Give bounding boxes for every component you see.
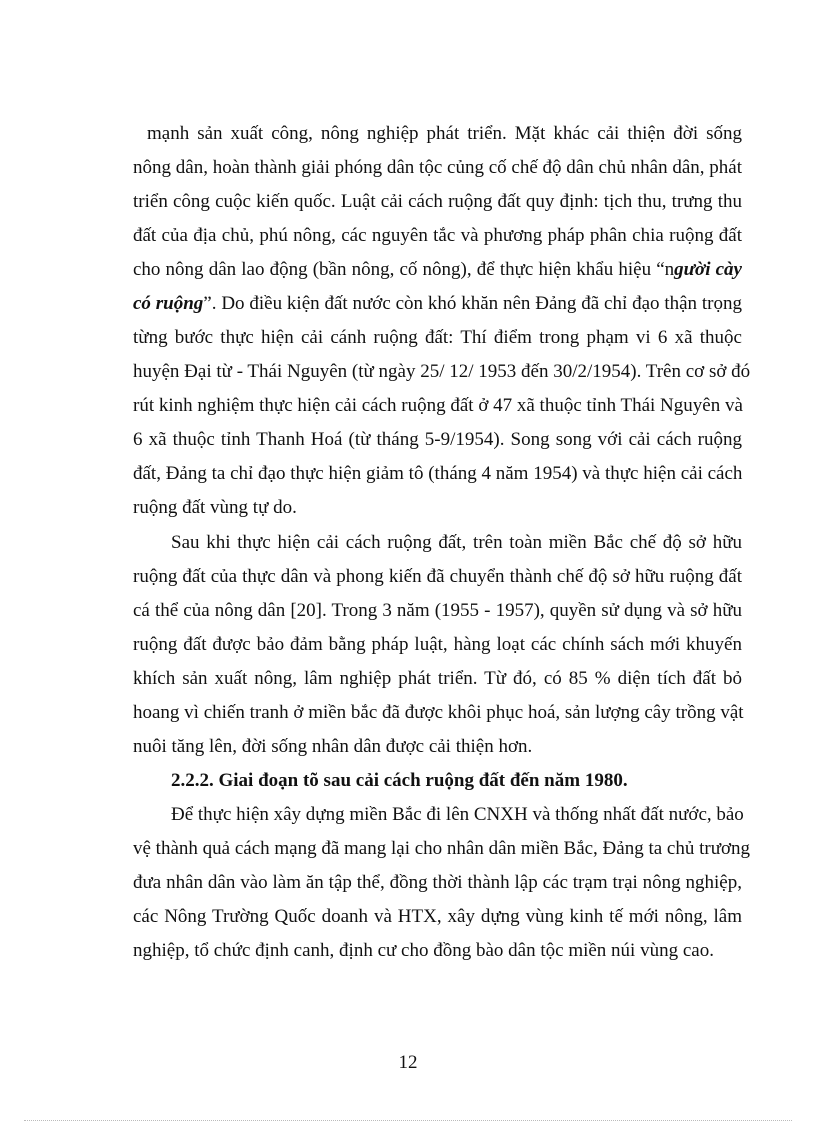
text-span: cho nông dân lao động (bần nông, cố nông), để thực hiện khẩu hiệu “n	[133, 259, 675, 280]
text-line: nuôi tăng lên, đời sống nhân dân được cải thiện hơn.	[133, 736, 533, 757]
text-line: nông dân, hoàn thành giải phóng dân tộc củng cố chế độ dân chủ nhân dân, phát	[133, 157, 742, 178]
text-line: khích sản xuất nông, lâm nghiệp phát triển. Từ đó, có 85 % diện tích đất bỏ	[133, 668, 742, 689]
text-line: từng bước thực hiện cải cánh ruộng đất: Thí điểm trong phạm vi 6 xã thuộc	[133, 327, 742, 348]
text-line: các Nông Trường Quốc doanh và HTX, xây dựng vùng kinh tế mới nông, lâm	[133, 906, 742, 927]
emphasis-text: có ruộng	[133, 293, 204, 314]
page-number: 12	[398, 1052, 418, 1073]
bottom-divider	[24, 1120, 792, 1121]
text-line: đất, Đảng ta chỉ đạo thực hiện giảm tô (tháng 4 năm 1954) và thực hiện cải cách	[133, 463, 743, 484]
text-line: Sau khi thực hiện cải cách ruộng đất, trên toàn miền Bắc chế độ sở hữu	[171, 532, 742, 553]
text-line: đưa nhân dân vào làm ăn tập thể, đồng thời thành lập các trạm trại nông nghiệp,	[133, 872, 742, 893]
text-line	[133, 287, 742, 321]
text-line: rút kinh nghiệm thực hiện cải cách ruộng đất ở 47 xã thuộc tỉnh Thái Nguyên và	[133, 395, 743, 416]
text-line: ruộng đất được bảo đảm bằng pháp luật, hàng loạt các chính sách mới khuyến	[133, 634, 742, 655]
text-span: ”. Do điều kiện đất nước còn khó khăn nên Đảng đã chỉ đạo thận trọng	[203, 293, 742, 314]
text-line: ruộng đất vùng tự do.	[133, 497, 297, 518]
text-line: mạnh sản xuất công, nông nghiệp phát triển. Mặt khác cải thiện đời sống	[147, 123, 742, 144]
text-line: nghiệp, tổ chức định canh, định cư cho đồng bào dân tộc miền núi vùng cao.	[133, 940, 714, 961]
text-line	[133, 253, 742, 287]
text-line: vệ thành quả cách mạng đã mang lại cho nhân dân miền Bắc, Đảng ta chủ trương	[133, 838, 751, 859]
text-line: đất của địa chủ, phú nông, các nguyên tắc và phương pháp phân chia ruộng đất	[133, 225, 742, 246]
text-line: huyện Đại từ - Thái Nguyên (từ ngày 25/ 12/ 1953 đến 30/2/1954). Trên cơ sở đó	[133, 361, 751, 382]
emphasis-text: gười cày	[674, 259, 742, 280]
text-line: triển công cuộc kiến quốc. Luật cải cách ruộng đất quy định: tịch thu, trưng thu	[133, 191, 742, 212]
section-heading: 2.2.2. Giai đoạn tõ sau cải cách ruộng đất đến năm 1980.	[171, 770, 628, 791]
text-line: cá thể của nông dân [20]. Trong 3 năm (1955 - 1957), quyền sử dụng và sở hữu	[133, 600, 742, 621]
text-line: Để thực hiện xây dựng miền Bắc đi lên CNXH và thống nhất đất nước, bảo	[171, 804, 744, 825]
text-line: ruộng đất của thực dân và phong kiến đã chuyển thành chế độ sở hữu ruộng đất	[133, 566, 742, 587]
text-line: 6 xã thuộc tỉnh Thanh Hoá (từ tháng 5-9/1954). Song song với cải cách ruộng	[133, 429, 742, 450]
text-line: hoang vì chiến tranh ở miền bắc đã được khôi phục hoá, sản lượng cây trồng vật	[133, 702, 744, 723]
